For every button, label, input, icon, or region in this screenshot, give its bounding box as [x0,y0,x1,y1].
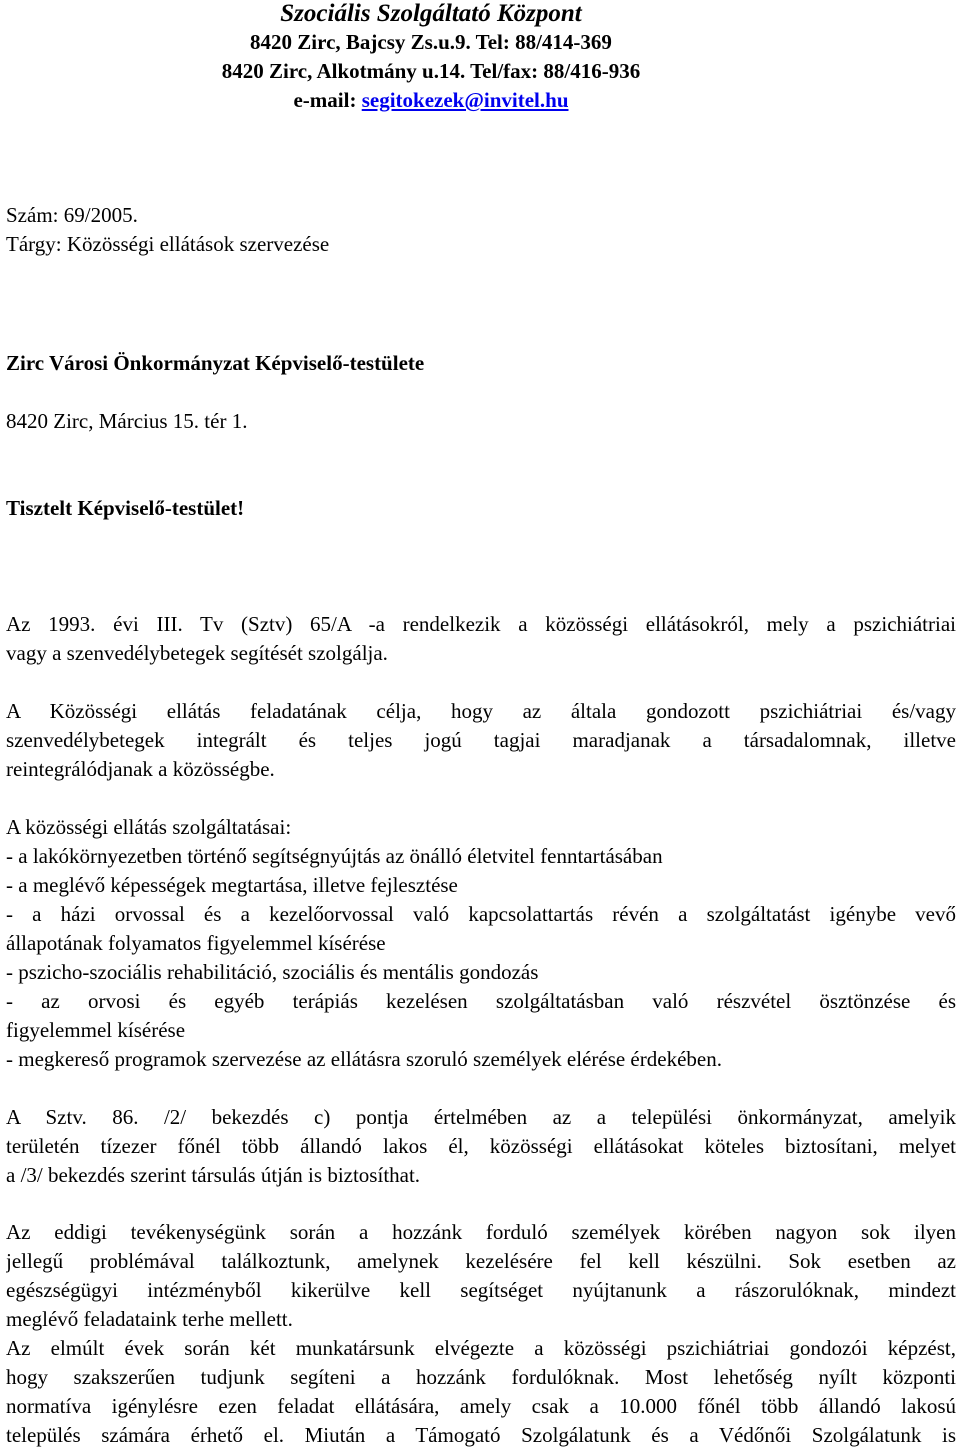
paragraph-line: település számára érhető el. Miután a Támogató Szolgálatunk és a Védőnői Szolgálatunk is [6,1423,956,1447]
list-item: figyelemmel kísérése [6,1018,186,1042]
address-line-2: 8420 Zirc, Alkotmány u.14. Tel/fax: 88/416-936 [221,59,641,83]
paragraph-line: egészségügyi intézményből kikerülve kell segítséget nyújtanunk a rászorulóknak, mindezt [6,1278,956,1302]
paragraph-line: meglévő feladataink terhe mellett. [6,1307,293,1331]
paragraph-line: Az elmúlt évek során két munkatársunk elvégezte a közösségi pszichiátriai gondozói képzést, [6,1336,956,1360]
list-item: - a házi orvossal és a kezelőorvossal való kapcsolattartás révén a szolgáltatást igénybe vevő [6,902,956,926]
paragraph-line: A Sztv. 86. /2/ bekezdés c) pontja értelmében az a települési önkormányzat, amelyik [6,1105,956,1129]
paragraph-1 [6,610,956,668]
address-line-1: 8420 Zirc, Bajcsy Zs.u.9. Tel: 88/414-369 [250,30,612,54]
paragraph-5 [6,1218,956,1334]
paragraph-4 [6,1103,956,1190]
paragraph-line: reintegrálódjanak a közösségbe. [6,757,275,781]
list-heading: A közösségi ellátás szolgáltatásai: [6,815,292,839]
document-page [6,0,956,1447]
email-link[interactable]: segitokezek@invitel.hu [361,88,569,112]
paragraph-line: A Közösségi ellátás feladatának célja, hogy az általa gondozott pszichiátriai és/vagy [6,699,956,723]
recipient-name: Zirc Városi Önkormányzat Képviselő-testülete [6,351,425,375]
paragraph-line: Az 1993. évi III. Tv (Sztv) 65/A -a rendelkezik a közösségi ellátásokról, mely a pszichiátriai [6,612,956,636]
list-item: - megkereső programok szervezése az ellátásra szoruló személyek elérése érdekében. [6,1047,722,1071]
recipient-address: 8420 Zirc, Március 15. tér 1. [6,409,248,433]
email-line [106,86,756,115]
list-item: - pszicho-szociális rehabilitáció, szociális és mentális gondozás [6,960,539,984]
paragraph-line: normatíva igénylésre ezen feladat ellátására, amely csak a 10.000 főnél több állandó lakosú [6,1394,956,1418]
letterhead [106,0,756,115]
paragraph-6 [6,1334,956,1450]
paragraph-line: területén tízezer főnél több állandó lakos él, közösségi ellátásokat köteles biztosítani, melyet [6,1134,956,1158]
list-item: - a lakókörnyezetben történő segítségnyújtás az önálló életvitel fenntartásában [6,844,663,868]
services-list [6,813,956,1074]
reference-number: Szám: 69/2005. [6,203,138,227]
paragraph-line: jellegű problémával találkoztunk, amelynek kezelésére fel kell készülni. Sok esetben az [6,1249,956,1273]
paragraph-2 [6,697,956,784]
list-item: - az orvosi és egyéb terápiás kezelésen szolgáltatásban való részvétel ösztönzése és [6,989,956,1013]
paragraph-line: Az eddigi tevékenységünk során a hozzánk forduló személyek körében nagyon sok ilyen [6,1220,956,1244]
list-item: - a meglévő képességek megtartása, illetve fejlesztése [6,873,458,897]
paragraph-line: vagy a szenvedélybetegek segítését szolgálja. [6,641,388,665]
organization-name: Szociális Szolgáltató Központ [280,0,582,27]
paragraph-line: szenvedélybetegek integrált és teljes jogú tagjai maradjanak a társadalomnak, illetve [6,728,956,752]
paragraph-line: hogy szakszerűen tudjunk segíteni a hozzánk fordulóknak. Most lehetőség nyílt központi [6,1365,956,1389]
reference-subject: Tárgy: Közösségi ellátások szervezése [6,232,330,256]
salutation: Tisztelt Képviselő-testület! [6,496,245,520]
list-item: állapotának folyamatos figyelemmel kísérése [6,931,386,955]
paragraph-line: a /3/ bekezdés szerint társulás útján is biztosíthat. [6,1163,421,1187]
email-label: e-mail: [293,88,362,112]
